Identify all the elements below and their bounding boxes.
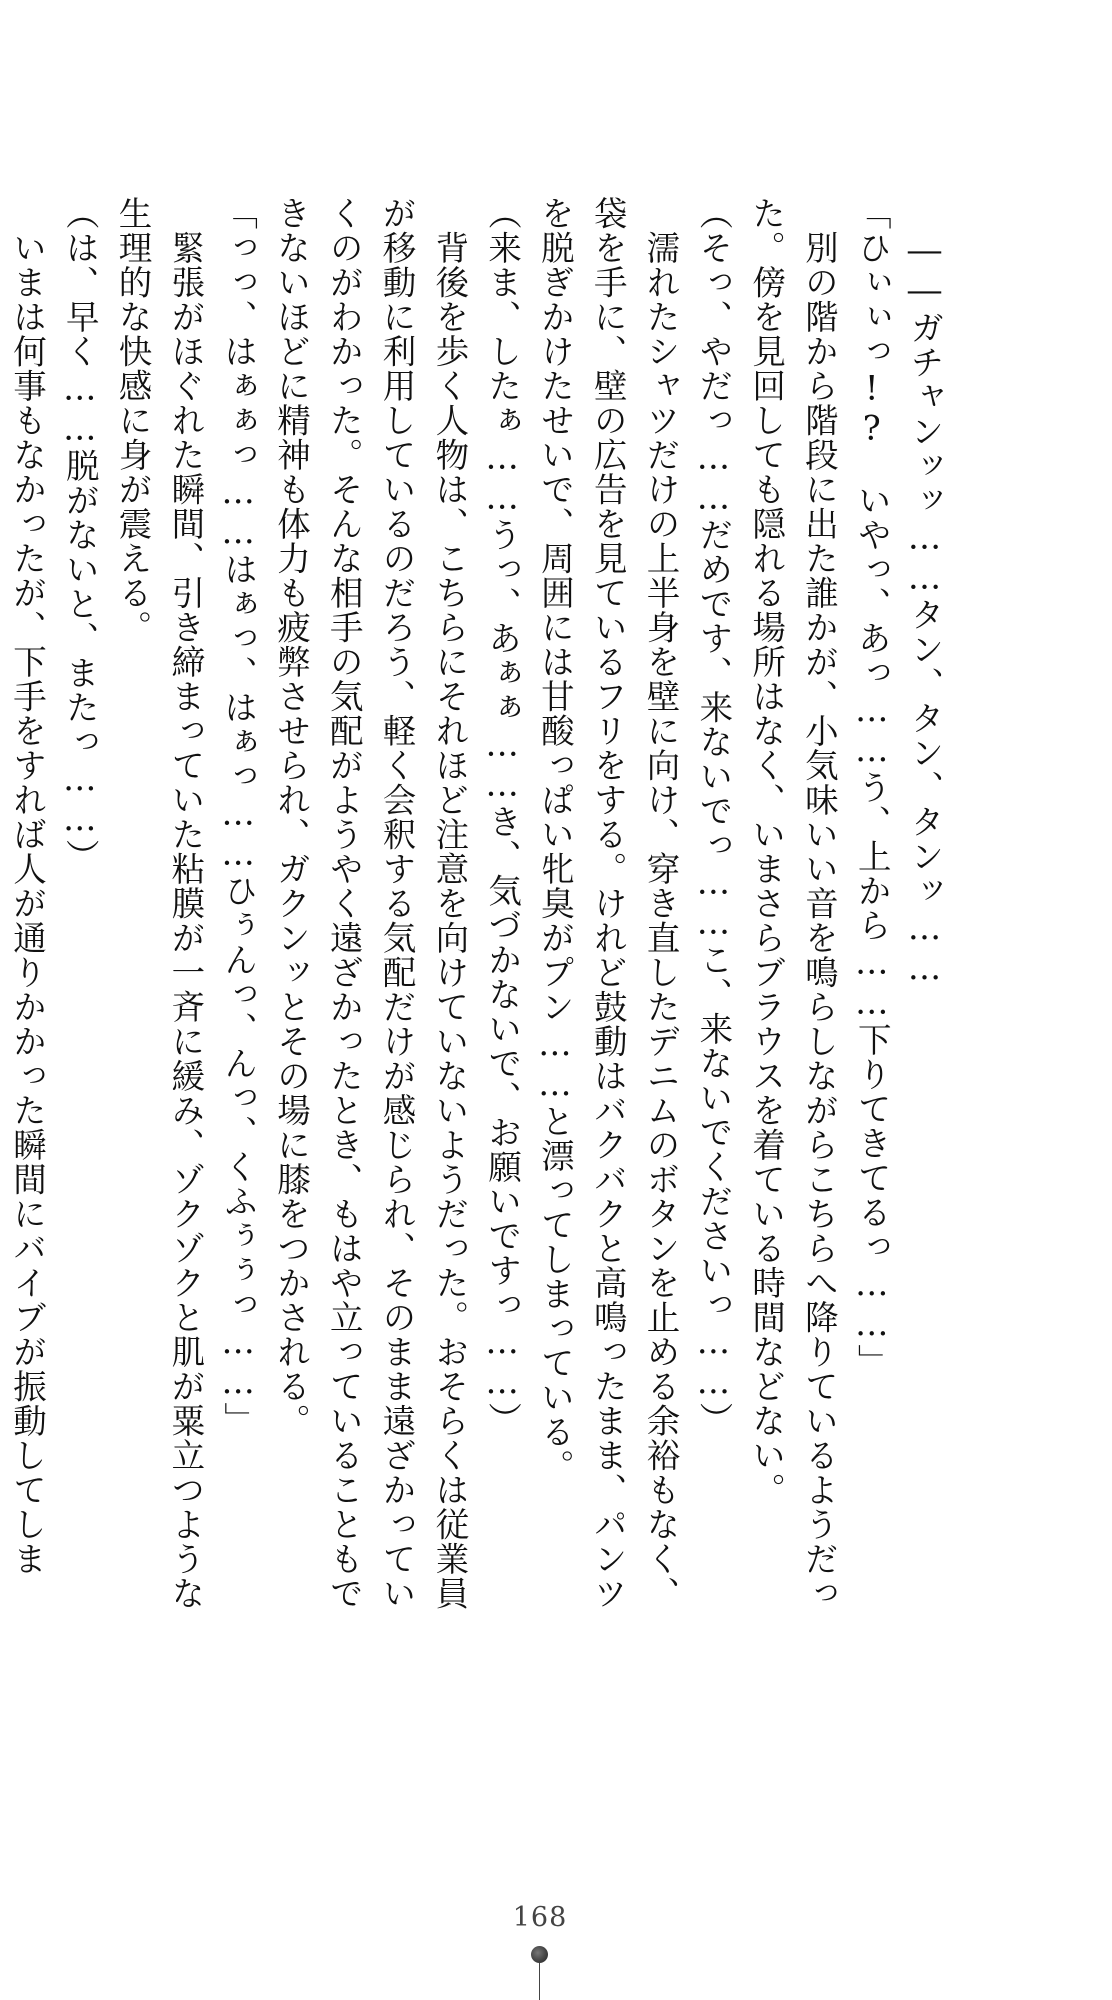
paragraph: （そっ、やだっ……だめです、来ないでっ……こ、来ないでくださいっ……） bbox=[693, 196, 733, 1437]
paragraph: 「っっ、はぁぁっ……はぁっ、はぁっ……ひぅんっ、んっ、くふぅぅっ……」 bbox=[218, 196, 258, 1437]
paragraph: ――ガチャンッッ……タン、タン、タンッ…… bbox=[905, 196, 944, 988]
paragraph: 背後を歩く人物は、こちらにそれほど注意を向けていないようだった。おそらくは従業員が移動に利用しているのだろう、軽く会釈する気配だけが感じられ、そのまま遠ざかっていくのがわかった。そんな相手の気配がようやく遠ざかったとき、もはや立っていることもできないほどに精神も体力も疲弊させられ、ガクンッとその場に膝をつかされる。 bbox=[271, 196, 469, 1611]
page-marker-dot-icon bbox=[531, 1946, 548, 1963]
paragraph: 別の階から階段に出た誰かが、小気味いい音を鳴らしながらこちらへ降りているようだった。傍を見回しても隠れる場所はなく、いまさらブラウスを着ている時間などない。 bbox=[746, 196, 839, 1611]
body-text bbox=[7, 196, 950, 1626]
paragraph: 緊張がほぐれた瞬間、引き締まっていた粘膜が一斉に緩み、ゾクゾクと肌が粟立つような生理的な快感に身が震える。 bbox=[113, 196, 205, 1611]
paragraph: （は、早く……脱がないと、またっ……） bbox=[60, 196, 100, 874]
paragraph: 「ひぃぃっ!? いやっ、あっ……う、上から……下りてきてるっ……」 bbox=[852, 196, 892, 1379]
page-number: 168 bbox=[512, 1902, 568, 1933]
paragraph: 濡れたシャツだけの上半身を壁に向け、穿き直したデニムのボタンを止める余裕もなく、袋を手に、壁の広告を見ているフリをする。けれど鼓動はバクバクと高鳴ったまま、パンツを脱ぎかけたせいで、周囲には甘酸っぱい牝臭がプン……と漂ってしまっている。 bbox=[535, 196, 681, 1611]
paragraph: （来ま、したぁ……うっ、あぁぁ……き、気づかないで、お願いですっ……） bbox=[482, 196, 522, 1437]
paragraph: いまは何事もなかったが、下手をすれば人が通りかかった瞬間にバイブが振動してしま bbox=[7, 196, 47, 1576]
page-marker-rule bbox=[539, 1963, 540, 2000]
